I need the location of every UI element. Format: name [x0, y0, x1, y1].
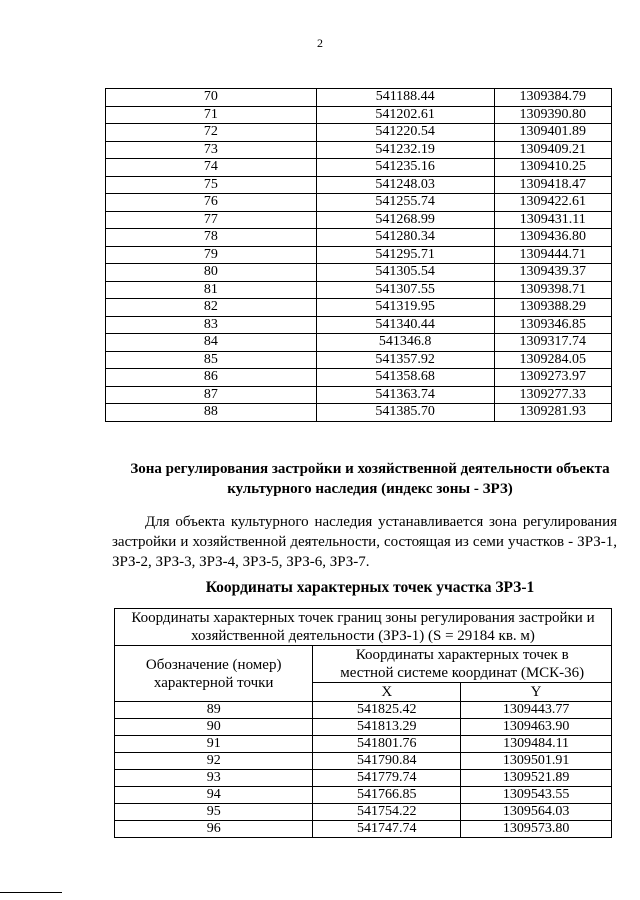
x-coordinate-cell: 541319.95 — [316, 299, 494, 317]
y-coordinate-cell: 1309284.05 — [494, 351, 611, 369]
point-number-cell: 75 — [106, 176, 317, 194]
table-caption: Координаты характерных точек границ зоны регулирования застройки и хозяйственной деятельности (ЗРЗ-1) (S = 29184 кв. м) — [115, 609, 612, 646]
y-header: Y — [461, 683, 612, 702]
table-row — [106, 106, 612, 124]
x-coordinate-cell: 541248.03 — [316, 176, 494, 194]
y-coordinate-cell: 1309346.85 — [494, 316, 611, 334]
coordinates-table-continued — [105, 88, 612, 422]
x-coordinate-cell: 541255.74 — [316, 194, 494, 212]
point-number-cell: 81 — [106, 281, 317, 299]
x-coordinate-cell: 541825.42 — [313, 702, 461, 719]
zone-description: Для объекта культурного наследия устанавливается зона регулирования застройки и хозяйственной деятельности, состоящая из семи участков - ЗРЗ-1, ЗРЗ-2, ЗРЗ-3, ЗРЗ-4, ЗРЗ-5, ЗРЗ-6, ЗРЗ-7. — [112, 514, 617, 570]
point-number-cell: 90 — [115, 719, 313, 736]
point-number-cell: 85 — [106, 351, 317, 369]
y-coordinate-cell: 1309543.55 — [461, 787, 612, 804]
y-coordinate-cell: 1309443.77 — [461, 702, 612, 719]
table-row — [106, 159, 612, 177]
coordinates-header: Координаты характерных точек в местной системе координат (МСК-36) — [313, 646, 612, 683]
table-row — [115, 753, 612, 770]
point-number-header: Обозначение (номер) характерной точки — [115, 646, 313, 702]
table-row — [106, 176, 612, 194]
x-coordinate-cell: 541766.85 — [313, 787, 461, 804]
y-coordinate-cell: 1309418.47 — [494, 176, 611, 194]
point-number-cell: 80 — [106, 264, 317, 282]
footer-rule — [0, 892, 62, 893]
table-row — [106, 264, 612, 282]
point-number-cell: 83 — [106, 316, 317, 334]
y-coordinate-cell: 1309439.37 — [494, 264, 611, 282]
table-row — [106, 194, 612, 212]
table-row — [106, 404, 612, 422]
x-coordinate-cell: 541307.55 — [316, 281, 494, 299]
table-row — [106, 89, 612, 107]
y-coordinate-cell: 1309390.80 — [494, 106, 611, 124]
x-coordinate-cell: 541346.8 — [316, 334, 494, 352]
x-coordinate-cell: 541385.70 — [316, 404, 494, 422]
table-row — [106, 299, 612, 317]
x-coordinate-cell: 541790.84 — [313, 753, 461, 770]
y-coordinate-cell: 1309401.89 — [494, 124, 611, 142]
y-coordinate-cell: 1309277.33 — [494, 386, 611, 404]
point-number-cell: 91 — [115, 736, 313, 753]
x-coordinate-cell: 541268.99 — [316, 211, 494, 229]
x-coordinate-cell: 541357.92 — [316, 351, 494, 369]
subsection-heading: Координаты характерных точек участка ЗРЗ-1 — [205, 579, 535, 596]
y-coordinate-cell: 1309521.89 — [461, 770, 612, 787]
point-number-cell: 88 — [106, 404, 317, 422]
y-coordinate-cell: 1309501.91 — [461, 753, 612, 770]
x-coordinate-cell: 541305.54 — [316, 264, 494, 282]
point-number-cell: 86 — [106, 369, 317, 387]
y-coordinate-cell: 1309409.21 — [494, 141, 611, 159]
point-number-cell: 79 — [106, 246, 317, 264]
x-coordinate-cell: 541363.74 — [316, 386, 494, 404]
y-coordinate-cell: 1309317.74 — [494, 334, 611, 352]
y-coordinate-cell: 1309410.25 — [494, 159, 611, 177]
table-row — [106, 281, 612, 299]
y-coordinate-cell: 1309281.93 — [494, 404, 611, 422]
x-coordinate-cell: 541340.44 — [316, 316, 494, 334]
y-coordinate-cell: 1309436.80 — [494, 229, 611, 247]
table-row — [106, 124, 612, 142]
y-coordinate-cell: 1309444.71 — [494, 246, 611, 264]
zone-heading — [0, 459, 640, 499]
table-row — [106, 141, 612, 159]
y-coordinate-cell: 1309422.61 — [494, 194, 611, 212]
point-number-cell: 77 — [106, 211, 317, 229]
x-coordinate-cell: 541754.22 — [313, 804, 461, 821]
zrz1-coordinates-table — [114, 608, 612, 838]
x-coordinate-cell: 541779.74 — [313, 770, 461, 787]
point-number-cell: 89 — [115, 702, 313, 719]
point-number-cell: 78 — [106, 229, 317, 247]
table-row — [106, 211, 612, 229]
y-coordinate-cell: 1309384.79 — [494, 89, 611, 107]
x-coordinate-cell: 541220.54 — [316, 124, 494, 142]
point-number-cell: 76 — [106, 194, 317, 212]
y-coordinate-cell: 1309398.71 — [494, 281, 611, 299]
table-row — [106, 386, 612, 404]
point-number-cell: 71 — [106, 106, 317, 124]
x-coordinate-cell: 541813.29 — [313, 719, 461, 736]
table-row — [106, 229, 612, 247]
y-coordinate-cell: 1309273.97 — [494, 369, 611, 387]
table-row — [106, 316, 612, 334]
x-coordinate-cell: 541188.44 — [316, 89, 494, 107]
y-coordinate-cell: 1309431.11 — [494, 211, 611, 229]
point-number-cell: 73 — [106, 141, 317, 159]
table-row — [106, 351, 612, 369]
zone-heading-line2: культурного наследия (индекс зоны - ЗРЗ) — [227, 481, 513, 497]
x-coordinate-cell: 541232.19 — [316, 141, 494, 159]
point-number-cell: 93 — [115, 770, 313, 787]
table-row — [115, 770, 612, 787]
y-coordinate-cell: 1309564.03 — [461, 804, 612, 821]
x-coordinate-cell: 541202.61 — [316, 106, 494, 124]
table-row — [115, 804, 612, 821]
table-row — [106, 246, 612, 264]
x-coordinate-cell: 541235.16 — [316, 159, 494, 177]
point-number-cell: 94 — [115, 787, 313, 804]
point-number-cell: 87 — [106, 386, 317, 404]
page-number: 2 — [317, 36, 323, 50]
zone-heading-line1: Зона регулирования застройки и хозяйственной деятельности объекта — [130, 461, 610, 477]
x-coordinate-cell: 541358.68 — [316, 369, 494, 387]
point-number-cell: 74 — [106, 159, 317, 177]
point-number-cell: 96 — [115, 821, 313, 838]
y-coordinate-cell: 1309573.80 — [461, 821, 612, 838]
point-number-cell: 95 — [115, 804, 313, 821]
table-row — [106, 369, 612, 387]
point-number-cell: 92 — [115, 753, 313, 770]
y-coordinate-cell: 1309388.29 — [494, 299, 611, 317]
point-number-cell: 70 — [106, 89, 317, 107]
table-row — [115, 736, 612, 753]
x-header: X — [313, 683, 461, 702]
point-number-cell: 84 — [106, 334, 317, 352]
table-row — [115, 787, 612, 804]
point-number-cell: 72 — [106, 124, 317, 142]
point-number-cell: 82 — [106, 299, 317, 317]
y-coordinate-cell: 1309484.11 — [461, 736, 612, 753]
x-coordinate-cell: 541747.74 — [313, 821, 461, 838]
table-row — [106, 334, 612, 352]
x-coordinate-cell: 541295.71 — [316, 246, 494, 264]
table-row — [115, 702, 612, 719]
table-row — [115, 821, 612, 838]
y-coordinate-cell: 1309463.90 — [461, 719, 612, 736]
x-coordinate-cell: 541280.34 — [316, 229, 494, 247]
x-coordinate-cell: 541801.76 — [313, 736, 461, 753]
table-row — [115, 719, 612, 736]
